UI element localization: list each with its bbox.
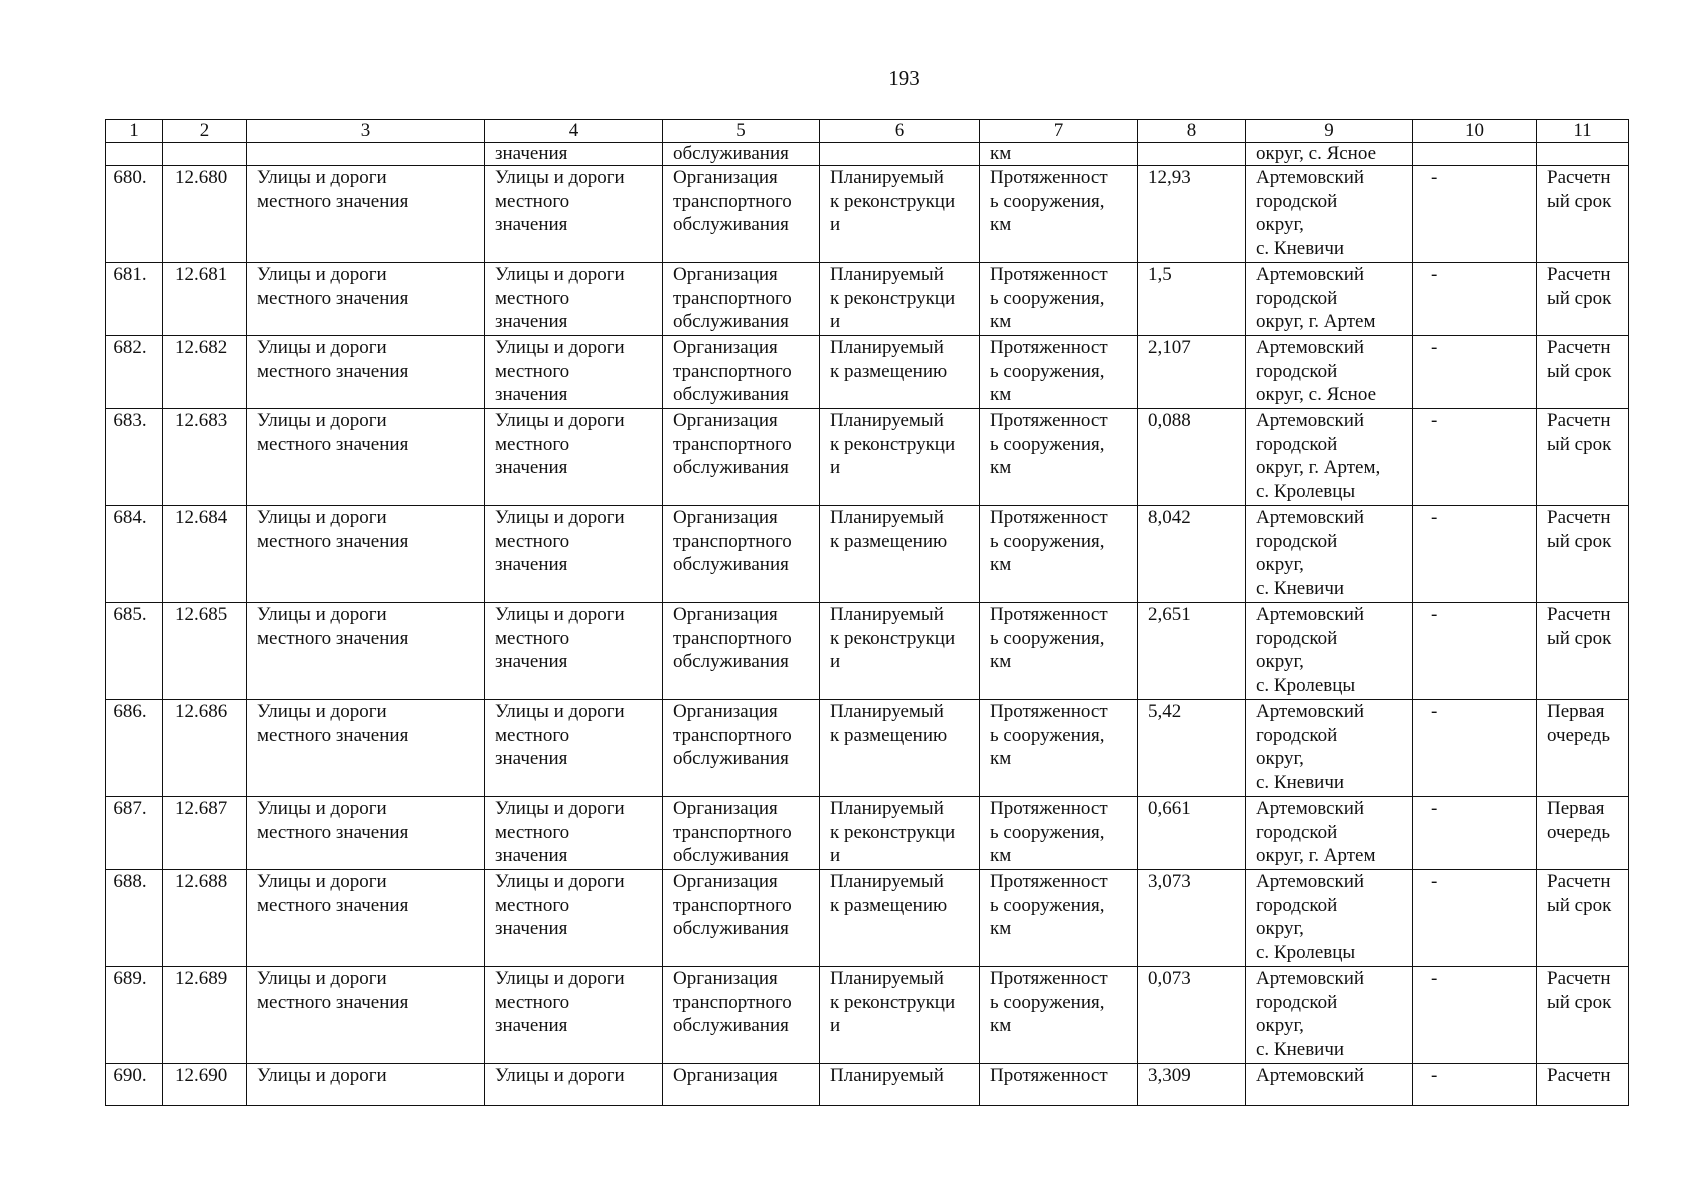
table-cell: [1413, 143, 1537, 166]
zone-cell: -: [1413, 336, 1537, 409]
value-cell: 3,309: [1138, 1064, 1246, 1106]
header-cell: 1: [106, 120, 163, 143]
value-cell: 5,42: [1138, 700, 1246, 797]
value-cell: 2,651: [1138, 603, 1246, 700]
status-cell: Планируемый к реконструкци и: [820, 263, 980, 336]
characteristic-cell: Протяженност ь сооружения, км: [980, 797, 1138, 870]
purpose-cell: Организация транспортного обслуживания: [663, 603, 820, 700]
status-cell: Планируемый к реконструкци и: [820, 166, 980, 263]
zone-cell: -: [1413, 1064, 1537, 1106]
table-cell: [247, 143, 485, 166]
zone-cell: -: [1413, 700, 1537, 797]
header-cell: 11: [1537, 120, 1629, 143]
location-cell: Артемовский городской округ, с. Кролевцы: [1246, 870, 1413, 967]
object-name-cell: Улицы и дороги местного значения: [485, 603, 663, 700]
object-code-cell: 12.688: [163, 870, 247, 967]
value-cell: 3,073: [1138, 870, 1246, 967]
characteristic-cell: Протяженност: [980, 1064, 1138, 1106]
object-code-cell: 12.682: [163, 336, 247, 409]
purpose-cell: Организация транспортного обслуживания: [663, 409, 820, 506]
object-name-cell: Улицы и дороги местного значения: [485, 409, 663, 506]
object-code-cell: 12.684: [163, 506, 247, 603]
row-number-cell: 681.: [106, 263, 163, 336]
characteristic-cell: Протяженност ь сооружения, км: [980, 263, 1138, 336]
object-type-cell: Улицы и дороги местного значения: [247, 967, 485, 1064]
value-cell: 2,107: [1138, 336, 1246, 409]
zone-cell: -: [1413, 409, 1537, 506]
location-cell: Артемовский: [1246, 1064, 1413, 1106]
object-name-cell: Улицы и дороги местного значения: [485, 166, 663, 263]
object-type-cell: Улицы и дороги местного значения: [247, 797, 485, 870]
table-row: [106, 336, 1629, 409]
header-cell: 4: [485, 120, 663, 143]
object-name-cell: Улицы и дороги местного значения: [485, 700, 663, 797]
table-cell: [1138, 143, 1246, 166]
table-row: [106, 967, 1629, 1064]
page-number: 193: [888, 66, 920, 90]
value-cell: 1,5: [1138, 263, 1246, 336]
object-code-cell: 12.681: [163, 263, 247, 336]
object-code-cell: 12.683: [163, 409, 247, 506]
location-cell: Артемовский городской округ, г. Артем: [1246, 263, 1413, 336]
object-name-cell: Улицы и дороги местного значения: [485, 870, 663, 967]
purpose-cell: Организация транспортного обслуживания: [663, 263, 820, 336]
object-type-cell: Улицы и дороги местного значения: [247, 336, 485, 409]
purpose-cell: Организация: [663, 1064, 820, 1106]
status-cell: Планируемый к реконструкци и: [820, 603, 980, 700]
stage-cell: Первая очередь: [1537, 700, 1629, 797]
location-cell: Артемовский городской округ, с. Кневичи: [1246, 506, 1413, 603]
table-row: [106, 409, 1629, 506]
table-cell: [820, 143, 980, 166]
purpose-cell: Организация транспортного обслуживания: [663, 870, 820, 967]
stage-cell: Расчетн ый срок: [1537, 409, 1629, 506]
header-cell: 2: [163, 120, 247, 143]
value-cell: 8,042: [1138, 506, 1246, 603]
object-name-cell: Улицы и дороги местного значения: [485, 797, 663, 870]
table-row: [106, 797, 1629, 870]
continuation-row: [106, 143, 1629, 166]
status-cell: Планируемый к реконструкци и: [820, 409, 980, 506]
object-type-cell: Улицы и дороги местного значения: [247, 700, 485, 797]
location-cell: Артемовский городской округ, с. Кролевцы: [1246, 603, 1413, 700]
status-cell: Планируемый к размещению: [820, 336, 980, 409]
stage-cell: Первая очередь: [1537, 797, 1629, 870]
zone-cell: -: [1413, 263, 1537, 336]
object-code-cell: 12.686: [163, 700, 247, 797]
header-cell: 9: [1246, 120, 1413, 143]
object-name-cell: Улицы и дороги местного значения: [485, 336, 663, 409]
header-cell: 7: [980, 120, 1138, 143]
location-cell: Артемовский городской округ, с. Кневичи: [1246, 700, 1413, 797]
table-cell: обслуживания: [663, 143, 820, 166]
stage-cell: Расчетн ый срок: [1537, 967, 1629, 1064]
status-cell: Планируемый к реконструкци и: [820, 797, 980, 870]
object-type-cell: Улицы и дороги местного значения: [247, 409, 485, 506]
object-type-cell: Улицы и дороги местного значения: [247, 166, 485, 263]
row-number-cell: 689.: [106, 967, 163, 1064]
status-cell: Планируемый к размещению: [820, 870, 980, 967]
zone-cell: -: [1413, 506, 1537, 603]
table-cell: значения: [485, 143, 663, 166]
column-number-row: [106, 120, 1629, 143]
table-row: [106, 166, 1629, 263]
zone-cell: -: [1413, 797, 1537, 870]
table-body: [106, 120, 1629, 1106]
table-cell: [163, 143, 247, 166]
location-cell: Артемовский городской округ, с. Ясное: [1246, 336, 1413, 409]
stage-cell: Расчетн ый срок: [1537, 166, 1629, 263]
object-name-cell: Улицы и дороги местного значения: [485, 506, 663, 603]
row-number-cell: 690.: [106, 1064, 163, 1106]
purpose-cell: Организация транспортного обслуживания: [663, 166, 820, 263]
value-cell: 12,93: [1138, 166, 1246, 263]
row-number-cell: 685.: [106, 603, 163, 700]
object-type-cell: Улицы и дороги: [247, 1064, 485, 1106]
row-number-cell: 684.: [106, 506, 163, 603]
zone-cell: -: [1413, 967, 1537, 1064]
row-number-cell: 683.: [106, 409, 163, 506]
characteristic-cell: Протяженност ь сооружения, км: [980, 870, 1138, 967]
table-row: [106, 506, 1629, 603]
characteristic-cell: Протяженност ь сооружения, км: [980, 409, 1138, 506]
table-row: [106, 700, 1629, 797]
object-code-cell: 12.687: [163, 797, 247, 870]
table-cell: [1537, 143, 1629, 166]
header-cell: 3: [247, 120, 485, 143]
value-cell: 0,661: [1138, 797, 1246, 870]
row-number-cell: 686.: [106, 700, 163, 797]
status-cell: Планируемый к размещению: [820, 700, 980, 797]
characteristic-cell: Протяженност ь сооружения, км: [980, 336, 1138, 409]
object-type-cell: Улицы и дороги местного значения: [247, 263, 485, 336]
object-code-cell: 12.680: [163, 166, 247, 263]
row-number-cell: 680.: [106, 166, 163, 263]
table-row: [106, 603, 1629, 700]
characteristic-cell: Протяженност ь сооружения, км: [980, 166, 1138, 263]
purpose-cell: Организация транспортного обслуживания: [663, 700, 820, 797]
object-code-cell: 12.690: [163, 1064, 247, 1106]
status-cell: Планируемый: [820, 1064, 980, 1106]
table-cell: км: [980, 143, 1138, 166]
characteristic-cell: Протяженност ь сооружения, км: [980, 967, 1138, 1064]
characteristic-cell: Протяженност ь сооружения, км: [980, 700, 1138, 797]
status-cell: Планируемый к размещению: [820, 506, 980, 603]
table-row: [106, 870, 1629, 967]
table-cell: [106, 143, 163, 166]
header-cell: 6: [820, 120, 980, 143]
row-number-cell: 682.: [106, 336, 163, 409]
value-cell: 0,088: [1138, 409, 1246, 506]
purpose-cell: Организация транспортного обслуживания: [663, 506, 820, 603]
zone-cell: -: [1413, 166, 1537, 263]
object-code-cell: 12.685: [163, 603, 247, 700]
header-cell: 10: [1413, 120, 1537, 143]
stage-cell: Расчетн ый срок: [1537, 336, 1629, 409]
characteristic-cell: Протяженност ь сооружения, км: [980, 506, 1138, 603]
object-name-cell: Улицы и дороги: [485, 1064, 663, 1106]
stage-cell: Расчетн ый срок: [1537, 506, 1629, 603]
characteristic-cell: Протяженност ь сооружения, км: [980, 603, 1138, 700]
object-code-cell: 12.689: [163, 967, 247, 1064]
header-cell: 8: [1138, 120, 1246, 143]
object-type-cell: Улицы и дороги местного значения: [247, 870, 485, 967]
location-cell: Артемовский городской округ, г. Артем, с. Кролевцы: [1246, 409, 1413, 506]
object-type-cell: Улицы и дороги местного значения: [247, 506, 485, 603]
purpose-cell: Организация транспортного обслуживания: [663, 797, 820, 870]
row-number-cell: 688.: [106, 870, 163, 967]
location-cell: Артемовский городской округ, с. Кневичи: [1246, 166, 1413, 263]
object-name-cell: Улицы и дороги местного значения: [485, 263, 663, 336]
data-table: [105, 119, 1629, 1106]
row-number-cell: 687.: [106, 797, 163, 870]
location-cell: Артемовский городской округ, г. Артем: [1246, 797, 1413, 870]
stage-cell: Расчетн ый срок: [1537, 603, 1629, 700]
zone-cell: -: [1413, 870, 1537, 967]
object-type-cell: Улицы и дороги местного значения: [247, 603, 485, 700]
location-cell: Артемовский городской округ, с. Кневичи: [1246, 967, 1413, 1064]
table-cell: округ, с. Ясное: [1246, 143, 1413, 166]
header-cell: 5: [663, 120, 820, 143]
value-cell: 0,073: [1138, 967, 1246, 1064]
object-name-cell: Улицы и дороги местного значения: [485, 967, 663, 1064]
status-cell: Планируемый к реконструкци и: [820, 967, 980, 1064]
table-row: [106, 1064, 1629, 1106]
table-row: [106, 263, 1629, 336]
stage-cell: Расчетн: [1537, 1064, 1629, 1106]
purpose-cell: Организация транспортного обслуживания: [663, 336, 820, 409]
stage-cell: Расчетн ый срок: [1537, 870, 1629, 967]
purpose-cell: Организация транспортного обслуживания: [663, 967, 820, 1064]
zone-cell: -: [1413, 603, 1537, 700]
stage-cell: Расчетн ый срок: [1537, 263, 1629, 336]
